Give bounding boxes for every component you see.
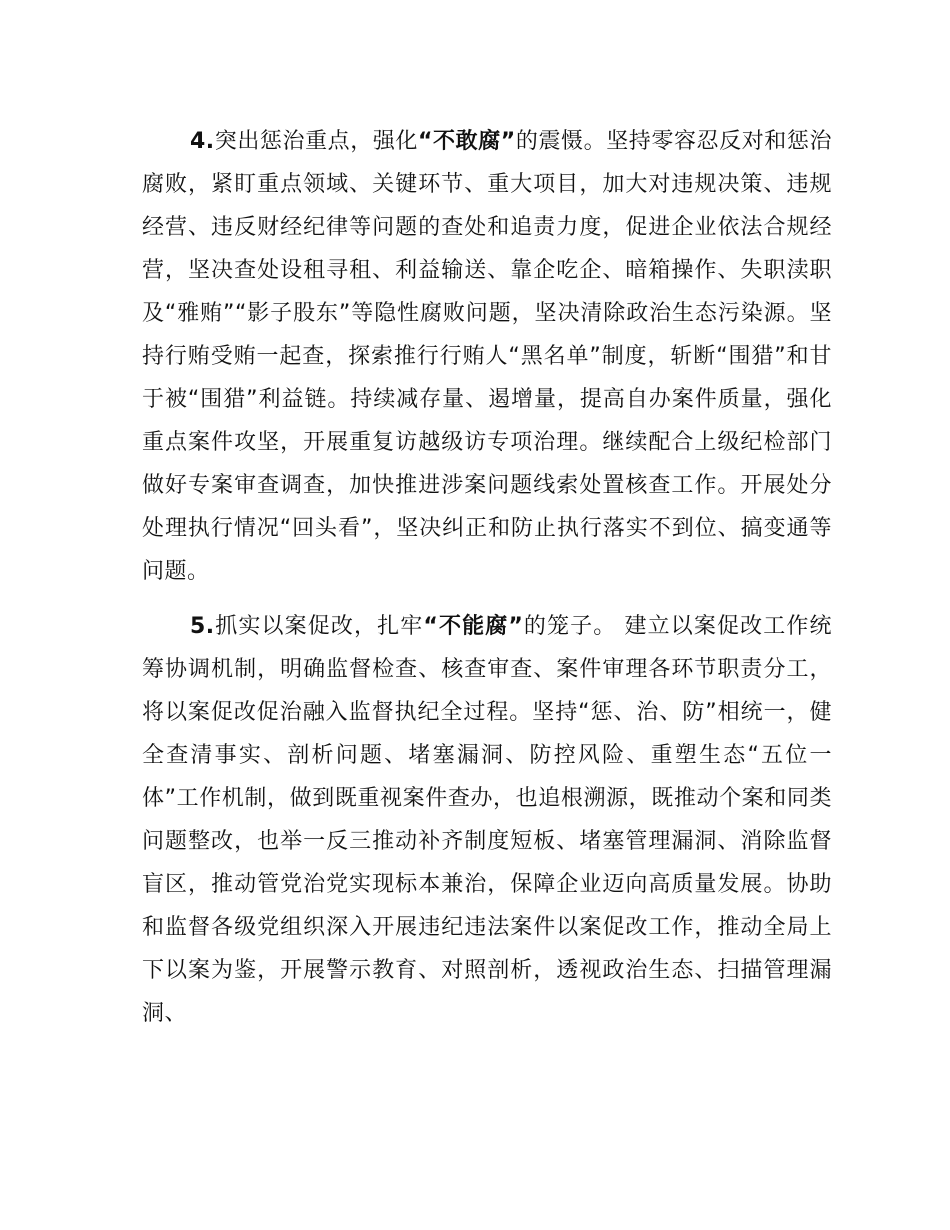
- paragraph-4-body: 坚持零容忍反对和惩治腐败，紧盯重点领域、关键环节、重大项目，加大对违规决策、违规经营、违反财经纪律等问题的查处和追责力度，促进企业依法合规经营，坚决查处设租寻租、利益输送、靠企吃企、暗箱操作、失职渎职及“雅贿”“影子股东”等隐性腐败问题，坚决清除政治生态污染源。坚持行贿受贿一起查，探索推行行贿人“黑名单”制度，斩断“围猎”和甘于被“围猎”利益链。持续减存量、遏增量，提高自办案件质量，强化重点案件攻坚，开展重复访越级访专项治理。继续配合上级纪检部门做好专案审查调查，加快推进涉案问题线索处置核查工作。开展处分处理执行情况“回头看”，坚决纠正和防止执行落实不到位、搞变通等问题。: [142, 129, 832, 584]
- paragraph-4: [142, 120, 832, 593]
- paragraph-5-heading-quote: “不能腐”: [423, 614, 524, 639]
- paragraph-5: [142, 605, 832, 1035]
- paragraph-4-number: 4.: [190, 129, 215, 154]
- paragraph-4-heading-quote: “不敢腐”: [418, 129, 516, 154]
- paragraph-4-heading-a: 突出惩治重点，强化: [214, 129, 419, 154]
- paragraph-5-number: 5.: [190, 614, 215, 639]
- paragraph-5-body: 建立以案促改工作统筹协调机制，明确监督检查、核查审查、案件审理各环节职责分工，将以案促改促治融入监督执纪全过程。坚持“惩、治、防”相统一，健全查清事实、剖析问题、堵塞漏洞、防控风险、重塑生态“五位一体”工作机制，做到既重视案件查办，也追根溯源，既推动个案和同类问题整改，也举一反三推动补齐制度短板、堵塞管理漏洞、消除监督盲区，推动管党治党实现标本兼治，保障企业迈向高质量发展。协助和监督各级党组织深入开展违纪违法案件以案促改工作，推动全局上下以案为鉴，开展警示教育、对照剖析，透视政治生态、扫描管理漏洞、: [142, 614, 832, 1026]
- paragraph-5-heading-b: 的笼子。: [523, 614, 617, 639]
- paragraph-4-heading-b: 的震慑。: [515, 129, 607, 154]
- paragraph-5-heading-a: 抓实以案促改，扎牢: [214, 614, 424, 639]
- document-page: [142, 120, 832, 1035]
